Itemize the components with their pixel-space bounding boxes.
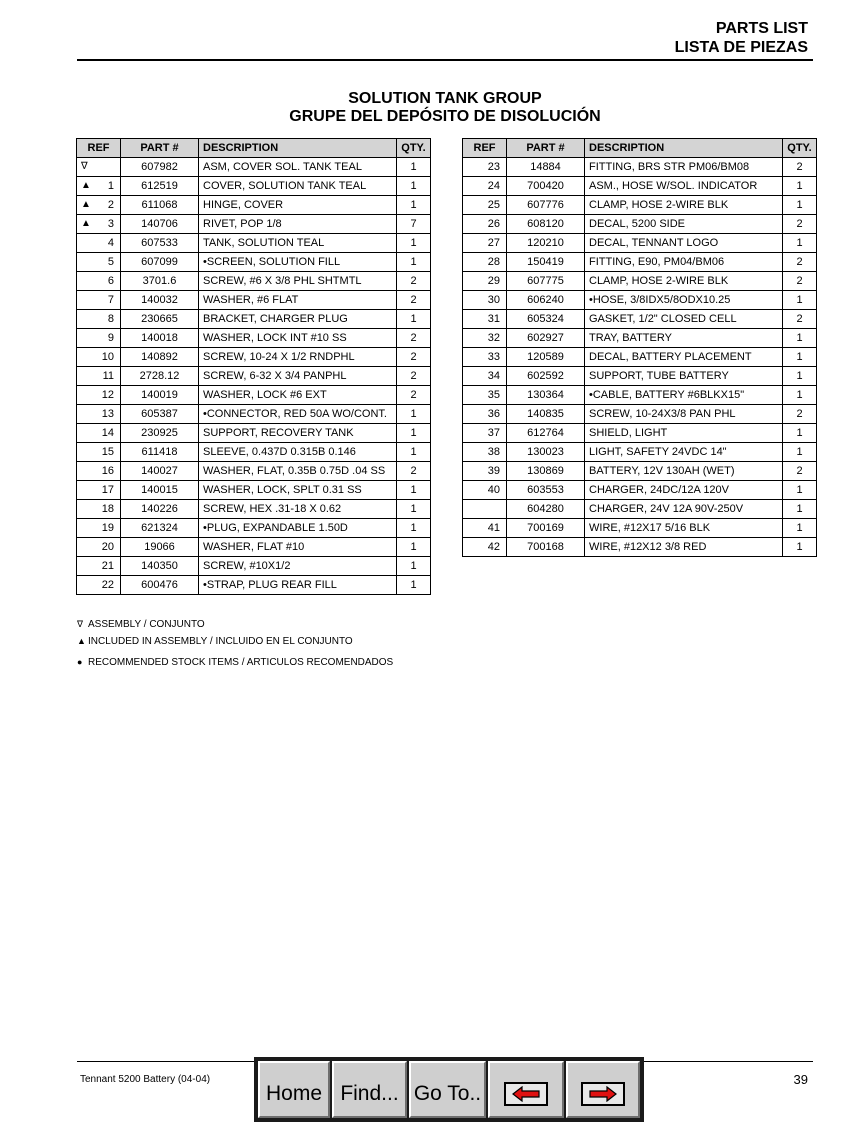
table-row	[463, 424, 817, 443]
qty-cell: 1	[397, 557, 431, 576]
description-cell: DECAL, BATTERY PLACEMENT	[585, 348, 783, 367]
find-label: Find...	[340, 1081, 399, 1105]
ref-cell: 13	[77, 405, 121, 424]
ref-cell: ▲ 1	[77, 177, 121, 196]
description-cell: SCREW, 10-24 X 1/2 RNDPHL	[199, 348, 397, 367]
table-row	[463, 367, 817, 386]
page-number: 39	[793, 1072, 808, 1087]
description-cell: •CONNECTOR, RED 50A WO/CONT.	[199, 405, 397, 424]
description-cell: SCREW, HEX .31-18 X 0.62	[199, 500, 397, 519]
part-number-cell: 606240	[507, 291, 585, 310]
table-row	[463, 177, 817, 196]
table-row	[463, 481, 817, 500]
table-row	[463, 310, 817, 329]
table-row	[463, 462, 817, 481]
table-row	[463, 443, 817, 462]
included-symbol-icon: ▲	[77, 636, 86, 646]
table-row	[463, 538, 817, 557]
qty-cell: 1	[783, 424, 817, 443]
table-row	[77, 367, 431, 386]
qty-cell: 1	[783, 538, 817, 557]
ref-cell: 26	[463, 215, 507, 234]
part-number-cell: 700169	[507, 519, 585, 538]
table-row	[77, 424, 431, 443]
ref-cell: 19	[77, 519, 121, 538]
part-number-cell: 14884	[507, 158, 585, 177]
description-cell: SHIELD, LIGHT	[585, 424, 783, 443]
table-row	[77, 196, 431, 215]
legend-text: RECOMMENDED STOCK ITEMS / ARTICULOS RECOMENDADOS	[88, 657, 394, 668]
part-number-cell: 607982	[121, 158, 199, 177]
part-number-cell: 130023	[507, 443, 585, 462]
ref-cell: 21	[77, 557, 121, 576]
description-cell: WASHER, #6 FLAT	[199, 291, 397, 310]
qty-cell: 1	[783, 177, 817, 196]
description-cell: COVER, SOLUTION TANK TEAL	[199, 177, 397, 196]
row-mark-icon: ▲	[81, 180, 91, 191]
part-number-cell: 140226	[121, 500, 199, 519]
ref-cell: 20	[77, 538, 121, 557]
table-row	[463, 519, 817, 538]
previous-page-button[interactable]	[488, 1061, 564, 1118]
row-mark-icon: ▲	[81, 199, 91, 210]
description-cell: SCREW, 6-32 X 3/4 PANPHL	[199, 367, 397, 386]
description-cell: ASM, COVER SOL. TANK TEAL	[199, 158, 397, 177]
ref-cell: 24	[463, 177, 507, 196]
table-row	[77, 443, 431, 462]
part-number-cell: 604280	[507, 500, 585, 519]
description-cell: WASHER, LOCK INT #10 SS	[199, 329, 397, 348]
description-cell: TRAY, BATTERY	[585, 329, 783, 348]
col-desc-header: DESCRIPTION	[585, 139, 783, 158]
description-cell: CLAMP, HOSE 2-WIRE BLK	[585, 272, 783, 291]
part-number-cell: 230925	[121, 424, 199, 443]
table-row	[77, 481, 431, 500]
qty-cell: 7	[397, 215, 431, 234]
description-cell: SCREW, #10X1/2	[199, 557, 397, 576]
table-row	[463, 253, 817, 272]
qty-cell: 1	[783, 519, 817, 538]
ref-cell: 9	[77, 329, 121, 348]
qty-cell: 1	[783, 443, 817, 462]
ref-cell: 31	[463, 310, 507, 329]
part-number-cell: 140892	[121, 348, 199, 367]
ref-cell: 18	[77, 500, 121, 519]
ref-cell: 27	[463, 234, 507, 253]
part-number-cell: 700168	[507, 538, 585, 557]
part-number-cell: 120589	[507, 348, 585, 367]
table-row	[77, 557, 431, 576]
table-row	[77, 272, 431, 291]
part-number-cell: 130364	[507, 386, 585, 405]
ref-cell: 15	[77, 443, 121, 462]
ref-cell: 8	[77, 310, 121, 329]
ref-cell: 32	[463, 329, 507, 348]
qty-cell: 1	[397, 253, 431, 272]
qty-cell: 2	[783, 462, 817, 481]
table-row	[77, 253, 431, 272]
ref-cell: 5	[77, 253, 121, 272]
part-number-cell: 600476	[121, 576, 199, 595]
ref-cell: 17	[77, 481, 121, 500]
description-cell: •HOSE, 3/8IDX5/8ODX10.25	[585, 291, 783, 310]
table-row	[77, 519, 431, 538]
qty-cell: 1	[397, 443, 431, 462]
description-cell: HINGE, COVER	[199, 196, 397, 215]
ref-cell: 33	[463, 348, 507, 367]
qty-cell: 2	[783, 215, 817, 234]
legend-stock	[77, 656, 393, 669]
qty-cell: 1	[783, 481, 817, 500]
col-ref-header: REF	[463, 139, 507, 158]
description-cell: WASHER, FLAT #10	[199, 538, 397, 557]
part-number-cell: 611418	[121, 443, 199, 462]
description-cell: BATTERY, 12V 130AH (WET)	[585, 462, 783, 481]
part-number-cell: 607533	[121, 234, 199, 253]
table-row	[463, 500, 817, 519]
table-row	[77, 500, 431, 519]
description-cell: WIRE, #12X12 3/8 RED	[585, 538, 783, 557]
nav-toolbar	[254, 1057, 644, 1122]
table-row	[463, 329, 817, 348]
ref-cell: 41	[463, 519, 507, 538]
ref-cell: 10	[77, 348, 121, 367]
qty-cell: 1	[397, 310, 431, 329]
ref-cell: 40	[463, 481, 507, 500]
legend-text: ASSEMBLY / CONJUNTO	[88, 619, 205, 630]
qty-cell: 1	[783, 348, 817, 367]
table-row	[77, 177, 431, 196]
table-row	[463, 234, 817, 253]
ref-cell: 6	[77, 272, 121, 291]
qty-cell: 2	[783, 158, 817, 177]
part-number-cell: 140032	[121, 291, 199, 310]
part-number-cell: 608120	[507, 215, 585, 234]
part-number-cell: 3701.6	[121, 272, 199, 291]
table-row	[77, 538, 431, 557]
qty-cell: 2	[397, 462, 431, 481]
qty-cell: 1	[783, 367, 817, 386]
ref-cell	[463, 500, 507, 519]
part-number-cell: 140015	[121, 481, 199, 500]
col-part-header: PART #	[121, 139, 199, 158]
table-row	[77, 234, 431, 253]
footer-doc-info: Tennant 5200 Battery (04-04)	[80, 1074, 211, 1085]
legend-assembly	[77, 618, 205, 631]
table-row	[77, 405, 431, 424]
ref-cell: 38	[463, 443, 507, 462]
legend-included	[77, 635, 353, 648]
ref-cell: 12	[77, 386, 121, 405]
qty-cell: 1	[783, 196, 817, 215]
description-cell: CLAMP, HOSE 2-WIRE BLK	[585, 196, 783, 215]
qty-cell: 1	[783, 500, 817, 519]
part-number-cell: 140706	[121, 215, 199, 234]
part-number-cell: 19066	[121, 538, 199, 557]
ref-cell: 7	[77, 291, 121, 310]
header-line-1: PARTS LIST	[715, 20, 808, 37]
col-ref-header: REF	[77, 139, 121, 158]
ref-cell: 14	[77, 424, 121, 443]
qty-cell: 1	[783, 386, 817, 405]
qty-cell: 1	[397, 405, 431, 424]
description-cell: SCREW, 10-24X3/8 PAN PHL	[585, 405, 783, 424]
table-header-row	[463, 139, 817, 158]
part-number-cell: 602592	[507, 367, 585, 386]
description-cell: GASKET, 1/2" CLOSED CELL	[585, 310, 783, 329]
description-cell: FITTING, BRS STR PM06/BM08	[585, 158, 783, 177]
qty-cell: 2	[783, 272, 817, 291]
goto-button[interactable]	[409, 1061, 486, 1118]
part-number-cell: 602927	[507, 329, 585, 348]
table-row	[77, 310, 431, 329]
home-label: Home	[265, 1081, 323, 1105]
qty-cell: 1	[397, 576, 431, 595]
header-rule	[77, 59, 813, 61]
ref-cell: 23	[463, 158, 507, 177]
ref-cell: 35	[463, 386, 507, 405]
assembly-symbol-icon: ∇	[77, 619, 84, 629]
ref-cell: 29	[463, 272, 507, 291]
part-number-cell: 607099	[121, 253, 199, 272]
table-row	[463, 291, 817, 310]
ref-cell: 28	[463, 253, 507, 272]
ref-cell: 4	[77, 234, 121, 253]
qty-cell: 1	[397, 481, 431, 500]
qty-cell: 2	[783, 405, 817, 424]
qty-cell: 1	[397, 519, 431, 538]
description-cell: WASHER, LOCK #6 EXT	[199, 386, 397, 405]
qty-cell: 2	[397, 367, 431, 386]
ref-cell: 11	[77, 367, 121, 386]
ref-cell: 36	[463, 405, 507, 424]
description-cell: WIRE, #12X17 5/16 BLK	[585, 519, 783, 538]
right-arrow-icon	[581, 1082, 625, 1106]
qty-cell: 1	[397, 500, 431, 519]
part-number-cell: 150419	[507, 253, 585, 272]
qty-cell: 2	[397, 291, 431, 310]
description-cell: CHARGER, 24DC/12A 120V	[585, 481, 783, 500]
table-row	[463, 348, 817, 367]
ref-cell: 42	[463, 538, 507, 557]
table-row	[77, 348, 431, 367]
part-number-cell: 120210	[507, 234, 585, 253]
qty-cell: 1	[783, 329, 817, 348]
description-cell: •SCREEN, SOLUTION FILL	[199, 253, 397, 272]
left-arrow-icon	[504, 1082, 548, 1106]
description-cell: SUPPORT, TUBE BATTERY	[585, 367, 783, 386]
description-cell: •CABLE, BATTERY #6BLKX15"	[585, 386, 783, 405]
description-cell: FITTING, E90, PM04/BM06	[585, 253, 783, 272]
qty-cell: 2	[783, 253, 817, 272]
part-number-cell: 230665	[121, 310, 199, 329]
col-qty-header: QTY.	[397, 139, 431, 158]
description-cell: BRACKET, CHARGER PLUG	[199, 310, 397, 329]
ref-cell: 22	[77, 576, 121, 595]
table-row	[77, 291, 431, 310]
qty-cell: 1	[397, 177, 431, 196]
ref-cell	[77, 158, 121, 177]
part-number-cell: 603553	[507, 481, 585, 500]
part-number-cell: 612764	[507, 424, 585, 443]
part-number-cell: 611068	[121, 196, 199, 215]
col-qty-header: QTY.	[783, 139, 817, 158]
ref-cell: ▲ 3	[77, 215, 121, 234]
description-cell: DECAL, 5200 SIDE	[585, 215, 783, 234]
ref-cell: ▲ 2	[77, 196, 121, 215]
table-row	[463, 215, 817, 234]
col-desc-header: DESCRIPTION	[199, 139, 397, 158]
table-row	[463, 272, 817, 291]
row-mark-icon: ∇	[81, 161, 88, 172]
qty-cell: 2	[397, 386, 431, 405]
ref-cell: 16	[77, 462, 121, 481]
part-number-cell: 612519	[121, 177, 199, 196]
legend-text: INCLUDED IN ASSEMBLY / INCLUIDO EN EL CONJUNTO	[88, 636, 353, 647]
table-row	[77, 215, 431, 234]
qty-cell: 2	[397, 329, 431, 348]
table-row	[77, 329, 431, 348]
qty-cell: 1	[397, 158, 431, 177]
qty-cell: 1	[397, 538, 431, 557]
table-row	[77, 462, 431, 481]
parts-table-right	[462, 138, 817, 557]
ref-cell: 25	[463, 196, 507, 215]
description-cell: ASM., HOSE W/SOL. INDICATOR	[585, 177, 783, 196]
qty-cell: 1	[397, 196, 431, 215]
page-header	[675, 19, 808, 57]
part-number-cell: 140350	[121, 557, 199, 576]
qty-cell: 1	[397, 234, 431, 253]
qty-cell: 1	[783, 234, 817, 253]
table-row	[77, 386, 431, 405]
description-cell: WASHER, FLAT, 0.35B 0.75D .04 SS	[199, 462, 397, 481]
part-number-cell: 621324	[121, 519, 199, 538]
description-cell: DECAL, TENNANT LOGO	[585, 234, 783, 253]
description-cell: WASHER, LOCK, SPLT 0.31 SS	[199, 481, 397, 500]
ref-cell: 30	[463, 291, 507, 310]
description-cell: •STRAP, PLUG REAR FILL	[199, 576, 397, 595]
row-mark-icon: ▲	[81, 218, 91, 229]
part-number-cell: 605387	[121, 405, 199, 424]
description-cell: SLEEVE, 0.437D 0.315B 0.146	[199, 443, 397, 462]
home-button[interactable]	[258, 1061, 330, 1118]
table-row	[463, 386, 817, 405]
description-cell: CHARGER, 24V 12A 90V-250V	[585, 500, 783, 519]
description-cell: SUPPORT, RECOVERY TANK	[199, 424, 397, 443]
description-cell: •PLUG, EXPANDABLE 1.50D	[199, 519, 397, 538]
find-button[interactable]	[332, 1061, 407, 1118]
part-number-cell: 605324	[507, 310, 585, 329]
goto-label: Go To..	[413, 1081, 482, 1105]
table-row	[77, 576, 431, 595]
ref-cell: 37	[463, 424, 507, 443]
description-cell: RIVET, POP 1/8	[199, 215, 397, 234]
table-row	[463, 196, 817, 215]
description-cell: TANK, SOLUTION TEAL	[199, 234, 397, 253]
parts-table-left	[76, 138, 431, 595]
title-line-2: GRUPE DEL DEPÓSITO DE DISOLUCIÓN	[289, 108, 601, 125]
part-number-cell: 607776	[507, 196, 585, 215]
table-header-row	[77, 139, 431, 158]
part-number-cell: 140027	[121, 462, 199, 481]
part-number-cell: 130869	[507, 462, 585, 481]
part-number-cell: 140018	[121, 329, 199, 348]
part-number-cell: 2728.12	[121, 367, 199, 386]
qty-cell: 1	[783, 291, 817, 310]
qty-cell: 2	[397, 348, 431, 367]
header-line-2: LISTA DE PIEZAS	[674, 39, 808, 56]
part-number-cell: 700420	[507, 177, 585, 196]
table-row	[463, 158, 817, 177]
description-cell: LIGHT, SAFETY 24VDC 14"	[585, 443, 783, 462]
ref-cell: 39	[463, 462, 507, 481]
table-row	[463, 405, 817, 424]
qty-cell: 2	[783, 310, 817, 329]
next-page-button[interactable]	[566, 1061, 640, 1118]
table-row	[77, 158, 431, 177]
part-number-cell: 140835	[507, 405, 585, 424]
part-number-cell: 140019	[121, 386, 199, 405]
col-part-header: PART #	[507, 139, 585, 158]
qty-cell: 1	[397, 424, 431, 443]
stock-symbol-icon: ●	[77, 657, 83, 667]
title-line-1: SOLUTION TANK GROUP	[348, 90, 542, 107]
ref-cell: 34	[463, 367, 507, 386]
qty-cell: 2	[397, 272, 431, 291]
description-cell: SCREW, #6 X 3/8 PHL SHTMTL	[199, 272, 397, 291]
part-number-cell: 607775	[507, 272, 585, 291]
page-title	[77, 90, 813, 126]
